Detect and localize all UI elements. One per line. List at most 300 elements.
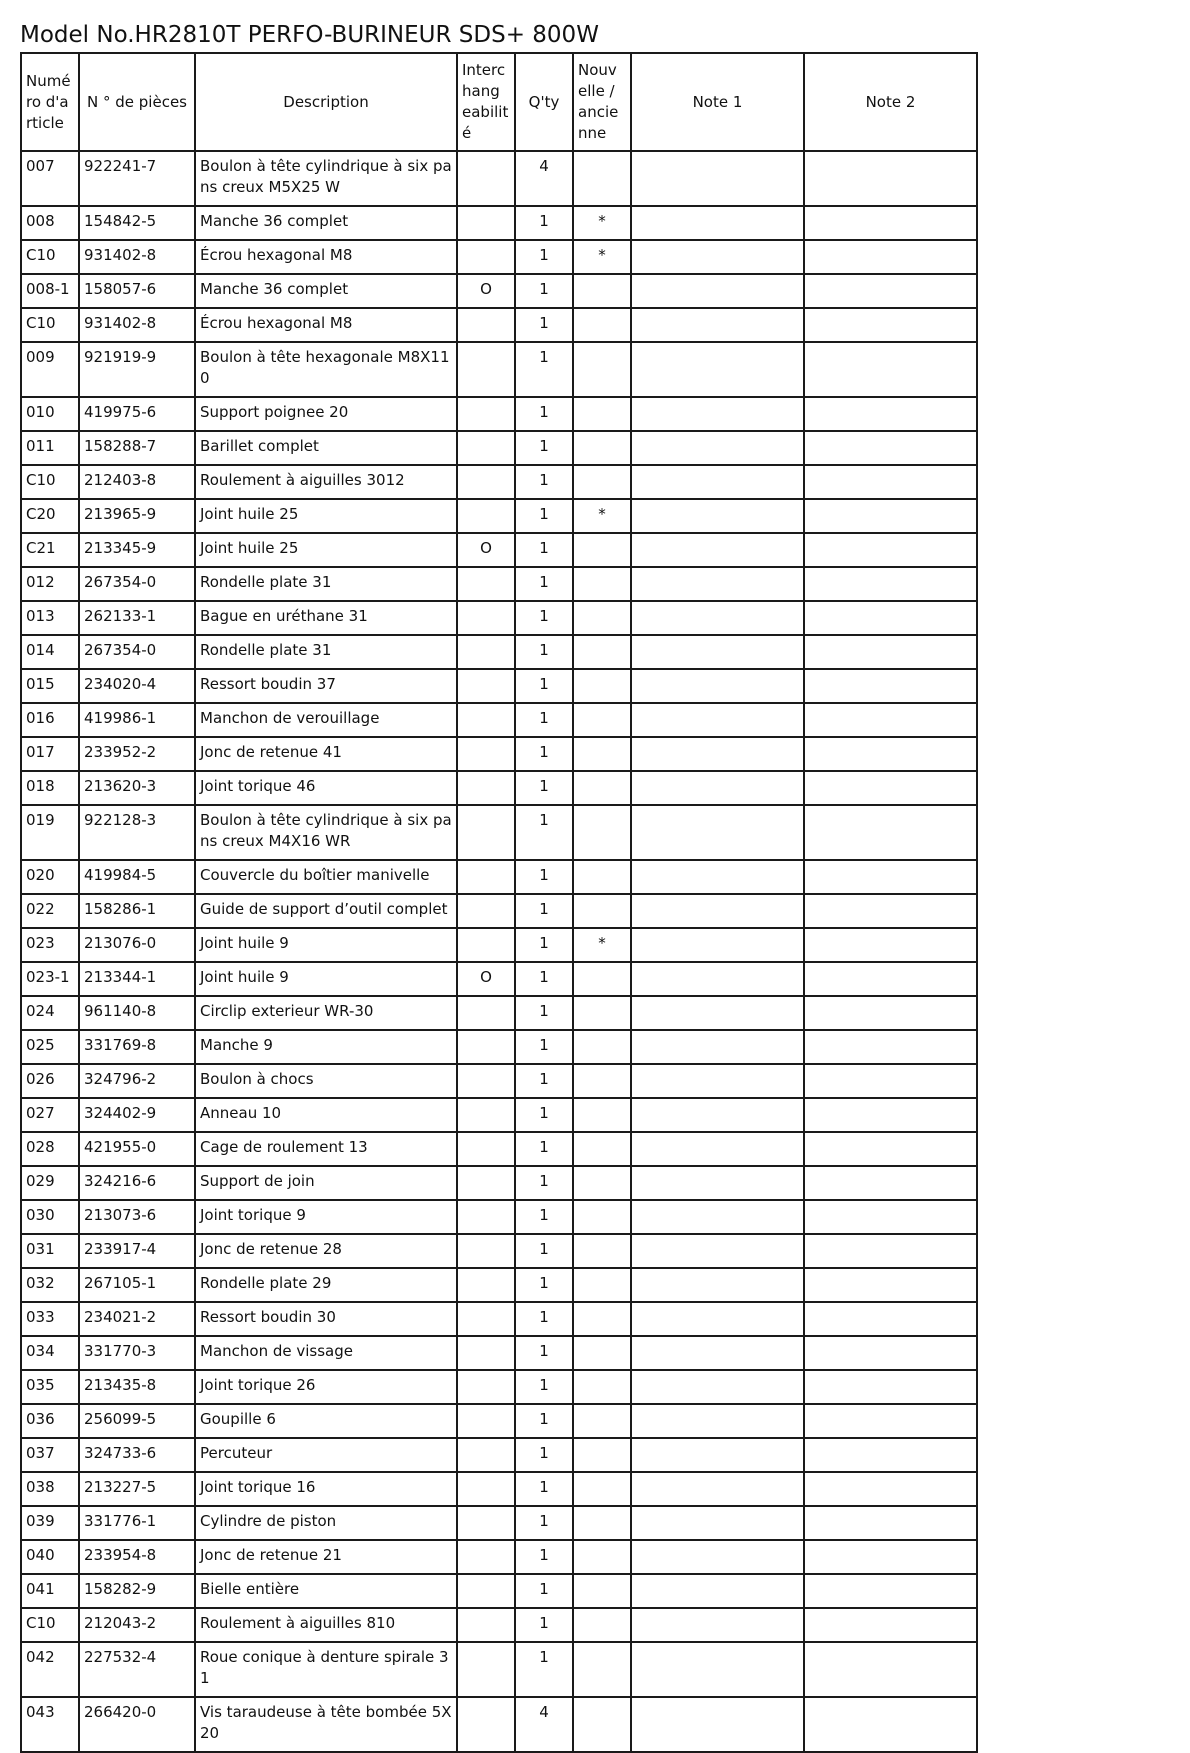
table-row <box>21 1166 977 1200</box>
table-row <box>21 1200 977 1234</box>
cell-note-2 <box>804 1574 977 1608</box>
cell-interchangeability <box>457 1268 515 1302</box>
cell-quantity: 1 <box>515 635 573 669</box>
cell-note-1 <box>631 151 804 206</box>
cell-new-old <box>573 669 631 703</box>
cell-quantity: 4 <box>515 151 573 206</box>
cell-new-old <box>573 1472 631 1506</box>
cell-quantity: 1 <box>515 533 573 567</box>
cell-quantity: 1 <box>515 240 573 274</box>
cell-note-1 <box>631 465 804 499</box>
table-row <box>21 962 977 996</box>
table-row <box>21 1098 977 1132</box>
cell-description: Support poignee 20 <box>195 397 457 431</box>
cell-interchangeability <box>457 1098 515 1132</box>
cell-note-2 <box>804 397 977 431</box>
cell-note-1 <box>631 308 804 342</box>
cell-new-old <box>573 805 631 860</box>
parts-table <box>20 52 978 1753</box>
cell-note-2 <box>804 1540 977 1574</box>
table-row <box>21 1404 977 1438</box>
cell-new-old <box>573 465 631 499</box>
cell-quantity: 1 <box>515 601 573 635</box>
header-note-1: Note 1 <box>631 53 804 151</box>
cell-new-old <box>573 1166 631 1200</box>
table-row <box>21 1608 977 1642</box>
cell-description: Joint huile 9 <box>195 962 457 996</box>
cell-note-1 <box>631 1574 804 1608</box>
cell-new-old <box>573 601 631 635</box>
cell-quantity: 1 <box>515 465 573 499</box>
cell-quantity: 1 <box>515 1608 573 1642</box>
cell-new-old <box>573 397 631 431</box>
cell-item-number: 022 <box>21 894 79 928</box>
cell-item-number: C10 <box>21 308 79 342</box>
cell-description: Joint torique 16 <box>195 1472 457 1506</box>
cell-note-1 <box>631 1506 804 1540</box>
cell-description: Boulon à chocs <box>195 1064 457 1098</box>
cell-quantity: 1 <box>515 1506 573 1540</box>
cell-new-old <box>573 1506 631 1540</box>
cell-note-1 <box>631 928 804 962</box>
cell-note-2 <box>804 1234 977 1268</box>
table-row <box>21 397 977 431</box>
cell-note-2 <box>804 1064 977 1098</box>
cell-interchangeability <box>457 928 515 962</box>
cell-note-2 <box>804 240 977 274</box>
cell-quantity: 1 <box>515 397 573 431</box>
cell-description: Ressort boudin 30 <box>195 1302 457 1336</box>
cell-interchangeability: O <box>457 962 515 996</box>
cell-note-2 <box>804 1642 977 1697</box>
cell-description: Rondelle plate 29 <box>195 1268 457 1302</box>
cell-note-2 <box>804 1268 977 1302</box>
cell-quantity: 1 <box>515 962 573 996</box>
cell-interchangeability <box>457 1302 515 1336</box>
cell-item-number: 018 <box>21 771 79 805</box>
parts-table-body <box>21 151 977 1752</box>
cell-part-number: 213076-0 <box>79 928 195 962</box>
cell-part-number: 234021-2 <box>79 1302 195 1336</box>
cell-part-number: 331770-3 <box>79 1336 195 1370</box>
cell-part-number: 213344-1 <box>79 962 195 996</box>
cell-quantity: 1 <box>515 996 573 1030</box>
cell-quantity: 1 <box>515 1098 573 1132</box>
cell-note-1 <box>631 1540 804 1574</box>
cell-description: Cylindre de piston <box>195 1506 457 1540</box>
cell-description: Écrou hexagonal M8 <box>195 240 457 274</box>
cell-new-old <box>573 1404 631 1438</box>
cell-description: Couvercle du boîtier manivelle <box>195 860 457 894</box>
cell-item-number: 009 <box>21 342 79 397</box>
cell-description: Barillet complet <box>195 431 457 465</box>
table-row <box>21 635 977 669</box>
cell-interchangeability <box>457 1404 515 1438</box>
table-row <box>21 206 977 240</box>
cell-quantity: 1 <box>515 308 573 342</box>
cell-new-old <box>573 567 631 601</box>
cell-quantity: 1 <box>515 1200 573 1234</box>
cell-item-number: 039 <box>21 1506 79 1540</box>
cell-quantity: 1 <box>515 499 573 533</box>
cell-interchangeability <box>457 1540 515 1574</box>
cell-item-number: 041 <box>21 1574 79 1608</box>
cell-note-2 <box>804 1030 977 1064</box>
table-row <box>21 342 977 397</box>
header-interchangeability: Interc hang eabilit é <box>457 53 515 151</box>
table-row <box>21 928 977 962</box>
cell-part-number: 158057-6 <box>79 274 195 308</box>
cell-quantity: 1 <box>515 1540 573 1574</box>
cell-description: Manche 36 complet <box>195 274 457 308</box>
cell-note-1 <box>631 860 804 894</box>
cell-part-number: 267105-1 <box>79 1268 195 1302</box>
cell-interchangeability <box>457 308 515 342</box>
cell-part-number: 922241-7 <box>79 151 195 206</box>
cell-new-old <box>573 860 631 894</box>
cell-part-number: 213620-3 <box>79 771 195 805</box>
cell-new-old <box>573 894 631 928</box>
table-row <box>21 1370 977 1404</box>
cell-new-old <box>573 1370 631 1404</box>
cell-interchangeability <box>457 499 515 533</box>
cell-description: Joint torique 46 <box>195 771 457 805</box>
table-row <box>21 1438 977 1472</box>
cell-part-number: 212043-2 <box>79 1608 195 1642</box>
cell-note-1 <box>631 703 804 737</box>
cell-description: Boulon à tête hexagonale M8X110 <box>195 342 457 397</box>
table-row <box>21 1302 977 1336</box>
cell-part-number: 324402-9 <box>79 1098 195 1132</box>
cell-note-2 <box>804 1336 977 1370</box>
cell-note-2 <box>804 308 977 342</box>
cell-note-2 <box>804 1438 977 1472</box>
cell-note-2 <box>804 1697 977 1752</box>
cell-new-old: * <box>573 928 631 962</box>
cell-note-2 <box>804 1098 977 1132</box>
cell-part-number: 234020-4 <box>79 669 195 703</box>
cell-description: Jonc de retenue 41 <box>195 737 457 771</box>
cell-note-1 <box>631 1268 804 1302</box>
cell-interchangeability <box>457 703 515 737</box>
cell-quantity: 1 <box>515 1132 573 1166</box>
cell-description: Percuteur <box>195 1438 457 1472</box>
cell-note-1 <box>631 771 804 805</box>
cell-description: Ressort boudin 37 <box>195 669 457 703</box>
cell-item-number: 028 <box>21 1132 79 1166</box>
cell-description: Jonc de retenue 28 <box>195 1234 457 1268</box>
cell-item-number: 016 <box>21 703 79 737</box>
cell-interchangeability <box>457 1200 515 1234</box>
cell-note-1 <box>631 1472 804 1506</box>
cell-description: Jonc de retenue 21 <box>195 1540 457 1574</box>
table-row <box>21 533 977 567</box>
table-row <box>21 1472 977 1506</box>
cell-interchangeability <box>457 1472 515 1506</box>
cell-part-number: 233952-2 <box>79 737 195 771</box>
cell-note-2 <box>804 499 977 533</box>
table-row <box>21 151 977 206</box>
cell-quantity: 1 <box>515 206 573 240</box>
cell-item-number: 024 <box>21 996 79 1030</box>
cell-description: Rondelle plate 31 <box>195 635 457 669</box>
cell-description: Rondelle plate 31 <box>195 567 457 601</box>
cell-interchangeability <box>457 1234 515 1268</box>
cell-note-1 <box>631 1098 804 1132</box>
cell-item-number: 027 <box>21 1098 79 1132</box>
cell-quantity: 1 <box>515 1166 573 1200</box>
cell-note-2 <box>804 860 977 894</box>
cell-interchangeability <box>457 894 515 928</box>
cell-new-old <box>573 996 631 1030</box>
cell-interchangeability <box>457 669 515 703</box>
cell-quantity: 1 <box>515 1642 573 1697</box>
cell-item-number: 007 <box>21 151 79 206</box>
cell-item-number: 033 <box>21 1302 79 1336</box>
cell-new-old: * <box>573 499 631 533</box>
cell-note-2 <box>804 1472 977 1506</box>
cell-new-old <box>573 431 631 465</box>
cell-part-number: 267354-0 <box>79 635 195 669</box>
cell-note-1 <box>631 431 804 465</box>
cell-quantity: 1 <box>515 1302 573 1336</box>
cell-note-2 <box>804 342 977 397</box>
table-header-row <box>21 53 977 151</box>
cell-new-old <box>573 1540 631 1574</box>
cell-note-2 <box>804 151 977 206</box>
cell-quantity: 1 <box>515 342 573 397</box>
cell-interchangeability: O <box>457 533 515 567</box>
cell-quantity: 1 <box>515 1438 573 1472</box>
cell-description: Boulon à tête cylindrique à six pans creux M5X25 W <box>195 151 457 206</box>
cell-item-number: 012 <box>21 567 79 601</box>
cell-note-2 <box>804 1166 977 1200</box>
cell-part-number: 233917-4 <box>79 1234 195 1268</box>
cell-part-number: 213435-8 <box>79 1370 195 1404</box>
cell-new-old <box>573 1234 631 1268</box>
cell-part-number: 324216-6 <box>79 1166 195 1200</box>
cell-item-number: 035 <box>21 1370 79 1404</box>
cell-description: Joint huile 25 <box>195 499 457 533</box>
cell-part-number: 158288-7 <box>79 431 195 465</box>
cell-quantity: 1 <box>515 669 573 703</box>
cell-part-number: 213965-9 <box>79 499 195 533</box>
table-row <box>21 1132 977 1166</box>
cell-item-number: 019 <box>21 805 79 860</box>
cell-description: Manchon de vissage <box>195 1336 457 1370</box>
cell-item-number: 015 <box>21 669 79 703</box>
table-row <box>21 308 977 342</box>
cell-description: Roue conique à denture spirale 31 <box>195 1642 457 1697</box>
cell-description: Vis taraudeuse à tête bombée 5X20 <box>195 1697 457 1752</box>
cell-item-number: 010 <box>21 397 79 431</box>
cell-part-number: 227532-4 <box>79 1642 195 1697</box>
cell-interchangeability <box>457 397 515 431</box>
cell-new-old <box>573 1030 631 1064</box>
cell-note-1 <box>631 1336 804 1370</box>
cell-new-old <box>573 1098 631 1132</box>
cell-quantity: 1 <box>515 1336 573 1370</box>
cell-part-number: 262133-1 <box>79 601 195 635</box>
table-row <box>21 1574 977 1608</box>
cell-note-2 <box>804 996 977 1030</box>
cell-note-1 <box>631 1697 804 1752</box>
cell-note-1 <box>631 1642 804 1697</box>
cell-part-number: 256099-5 <box>79 1404 195 1438</box>
cell-new-old <box>573 274 631 308</box>
cell-new-old: * <box>573 206 631 240</box>
header-note-2: Note 2 <box>804 53 977 151</box>
cell-description: Bague en uréthane 31 <box>195 601 457 635</box>
table-row <box>21 996 977 1030</box>
cell-interchangeability <box>457 805 515 860</box>
cell-interchangeability <box>457 1697 515 1752</box>
cell-interchangeability <box>457 996 515 1030</box>
cell-interchangeability <box>457 206 515 240</box>
cell-quantity: 1 <box>515 805 573 860</box>
cell-new-old <box>573 1132 631 1166</box>
cell-note-1 <box>631 1234 804 1268</box>
cell-note-1 <box>631 669 804 703</box>
table-row <box>21 1064 977 1098</box>
cell-new-old <box>573 1438 631 1472</box>
cell-note-1 <box>631 240 804 274</box>
cell-note-1 <box>631 805 804 860</box>
cell-quantity: 1 <box>515 1574 573 1608</box>
cell-note-2 <box>804 1302 977 1336</box>
cell-new-old <box>573 737 631 771</box>
cell-new-old <box>573 151 631 206</box>
cell-new-old <box>573 703 631 737</box>
cell-item-number: 030 <box>21 1200 79 1234</box>
cell-interchangeability <box>457 635 515 669</box>
cell-note-2 <box>804 1608 977 1642</box>
cell-note-1 <box>631 206 804 240</box>
cell-new-old <box>573 342 631 397</box>
cell-note-2 <box>804 737 977 771</box>
cell-note-1 <box>631 1438 804 1472</box>
cell-part-number: 324733-6 <box>79 1438 195 1472</box>
cell-interchangeability <box>457 860 515 894</box>
cell-item-number: 008-1 <box>21 274 79 308</box>
cell-note-2 <box>804 1200 977 1234</box>
cell-note-1 <box>631 397 804 431</box>
cell-new-old <box>573 771 631 805</box>
cell-note-1 <box>631 1166 804 1200</box>
cell-quantity: 1 <box>515 1234 573 1268</box>
cell-note-1 <box>631 342 804 397</box>
cell-item-number: 023-1 <box>21 962 79 996</box>
cell-note-2 <box>804 601 977 635</box>
cell-part-number: 213227-5 <box>79 1472 195 1506</box>
cell-description: Anneau 10 <box>195 1098 457 1132</box>
cell-interchangeability <box>457 737 515 771</box>
header-quantity: Q'ty <box>515 53 573 151</box>
cell-item-number: 034 <box>21 1336 79 1370</box>
cell-new-old <box>573 1200 631 1234</box>
cell-part-number: 154842-5 <box>79 206 195 240</box>
cell-note-2 <box>804 962 977 996</box>
cell-interchangeability <box>457 240 515 274</box>
cell-note-1 <box>631 996 804 1030</box>
cell-description: Manche 9 <box>195 1030 457 1064</box>
header-item-number: Numé ro d'a rticle <box>21 53 79 151</box>
cell-new-old: * <box>573 240 631 274</box>
cell-note-1 <box>631 499 804 533</box>
cell-note-2 <box>804 1370 977 1404</box>
table-row <box>21 567 977 601</box>
table-row <box>21 894 977 928</box>
cell-new-old <box>573 1574 631 1608</box>
cell-quantity: 1 <box>515 1404 573 1438</box>
page-title: Model No.HR2810T PERFO-BURINEUR SDS+ 800W <box>20 22 599 48</box>
cell-item-number: 043 <box>21 1697 79 1752</box>
table-row <box>21 1336 977 1370</box>
cell-interchangeability <box>457 601 515 635</box>
cell-note-2 <box>804 771 977 805</box>
cell-interchangeability <box>457 567 515 601</box>
table-row <box>21 499 977 533</box>
cell-description: Joint torique 26 <box>195 1370 457 1404</box>
cell-quantity: 1 <box>515 1064 573 1098</box>
cell-new-old <box>573 1336 631 1370</box>
cell-quantity: 1 <box>515 860 573 894</box>
cell-note-1 <box>631 1132 804 1166</box>
table-row <box>21 1697 977 1752</box>
cell-description: Roulement à aiguilles 810 <box>195 1608 457 1642</box>
cell-note-2 <box>804 274 977 308</box>
cell-note-2 <box>804 567 977 601</box>
cell-item-number: C10 <box>21 465 79 499</box>
cell-part-number: 931402-8 <box>79 240 195 274</box>
table-row <box>21 1540 977 1574</box>
cell-part-number: 158282-9 <box>79 1574 195 1608</box>
cell-item-number: C21 <box>21 533 79 567</box>
table-row <box>21 431 977 465</box>
cell-item-number: 031 <box>21 1234 79 1268</box>
cell-note-2 <box>804 805 977 860</box>
cell-interchangeability <box>457 1336 515 1370</box>
cell-quantity: 1 <box>515 274 573 308</box>
table-row <box>21 669 977 703</box>
cell-note-1 <box>631 567 804 601</box>
cell-new-old <box>573 635 631 669</box>
cell-note-1 <box>631 962 804 996</box>
cell-item-number: 023 <box>21 928 79 962</box>
cell-quantity: 1 <box>515 703 573 737</box>
cell-description: Roulement à aiguilles 3012 <box>195 465 457 499</box>
table-row <box>21 703 977 737</box>
cell-note-2 <box>804 1132 977 1166</box>
cell-new-old <box>573 1642 631 1697</box>
header-part-number: N ° de pièces <box>79 53 195 151</box>
cell-note-2 <box>804 533 977 567</box>
cell-part-number: 267354-0 <box>79 567 195 601</box>
cell-interchangeability <box>457 771 515 805</box>
cell-interchangeability: O <box>457 274 515 308</box>
cell-new-old <box>573 308 631 342</box>
cell-quantity: 1 <box>515 567 573 601</box>
table-row <box>21 805 977 860</box>
table-row <box>21 1506 977 1540</box>
cell-note-1 <box>631 533 804 567</box>
cell-item-number: 017 <box>21 737 79 771</box>
cell-interchangeability <box>457 1608 515 1642</box>
cell-note-1 <box>631 1608 804 1642</box>
cell-new-old <box>573 1268 631 1302</box>
cell-quantity: 1 <box>515 431 573 465</box>
cell-note-1 <box>631 1030 804 1064</box>
